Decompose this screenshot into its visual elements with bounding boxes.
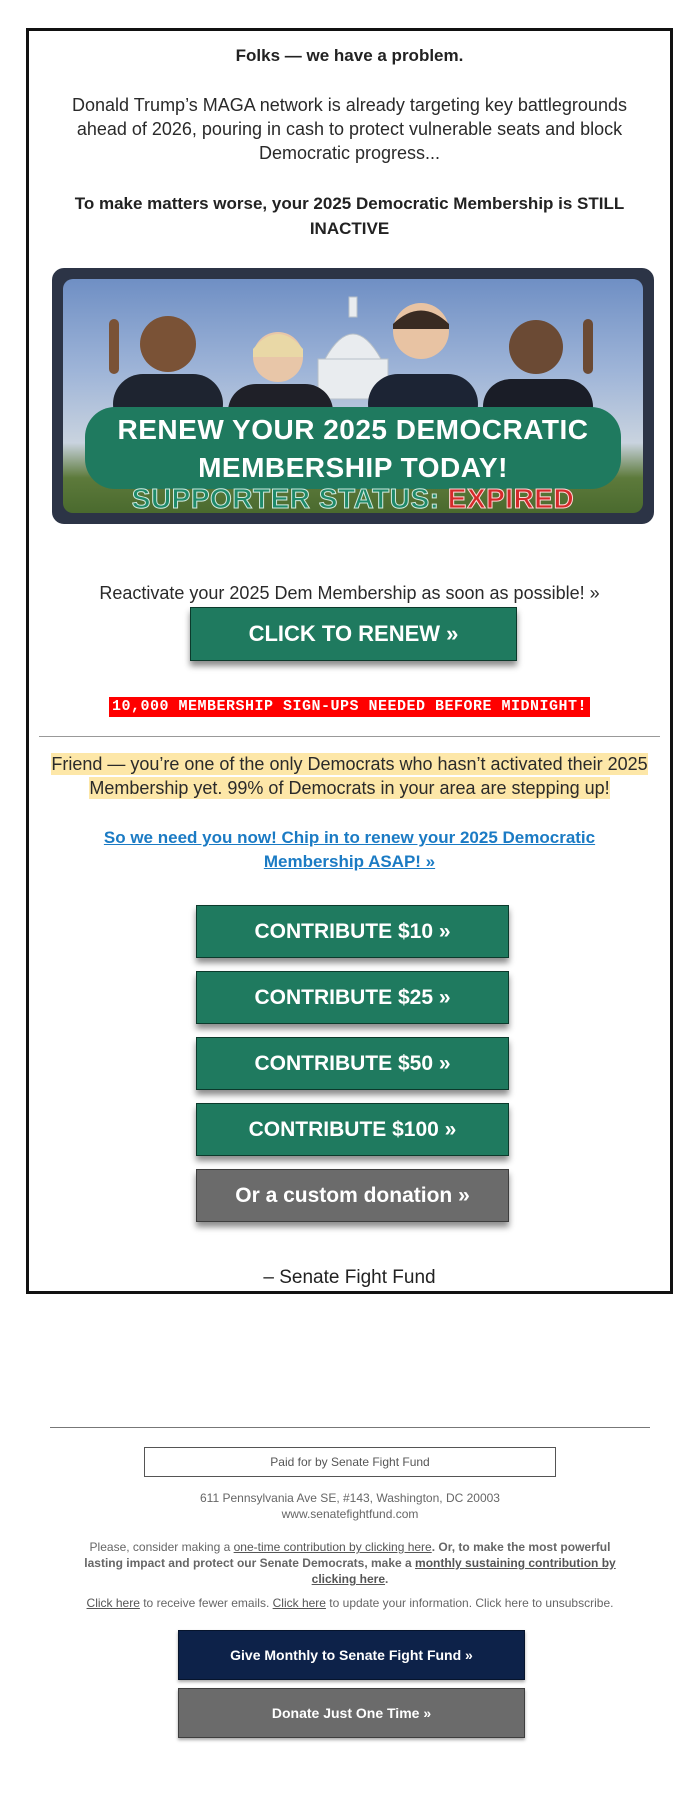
contribution-options-text [70, 1539, 630, 1587]
email-body-frame [26, 28, 673, 1294]
contribute-50-button[interactable]: CONTRIBUTE $50 » [196, 1037, 509, 1090]
update-info-link[interactable]: Click here [272, 1596, 326, 1610]
donate-one-time-button[interactable]: Donate Just One Time » [178, 1688, 525, 1738]
banner-photo [63, 279, 643, 513]
banner-title-line-2: MEMBERSHIP TODAY! [198, 452, 508, 483]
supporter-status-label: SUPPORTER STATUS: [131, 483, 440, 513]
urgent-notice: 10,000 MEMBERSHIP SIGN-UPS NEEDED BEFORE MIDNIGHT! [109, 697, 590, 717]
urgent-notice-wrap [29, 697, 670, 717]
consider-bold: . Or, to make the most powerful lasting impact and protect our Senate Democrats, make a [84, 1540, 611, 1570]
banner-title [85, 411, 621, 487]
footer-website: www.senatefightfund.com [281, 1507, 419, 1521]
consider-end: . [385, 1572, 389, 1586]
chip-in-link[interactable]: So we need you now! Chip in to renew your 2025 Democratic Membership ASAP! » [103, 828, 596, 871]
contribute-100-button[interactable]: CONTRIBUTE $100 » [196, 1103, 509, 1156]
monthly-contribution-link[interactable]: monthly sustaining contribution by clicking here [311, 1556, 616, 1586]
contribute-10-button[interactable]: CONTRIBUTE $10 » [196, 905, 509, 958]
one-time-contribution-link[interactable]: one-time contribution by clicking here [233, 1540, 432, 1554]
divider [39, 736, 660, 737]
supporter-status-value: EXPIRED [447, 483, 575, 513]
give-monthly-button[interactable]: Give Monthly to Senate Fight Fund » [178, 1630, 525, 1680]
footer-address: 611 Pennsylvania Ave SE, #143, Washington, DC 20003 [200, 1491, 500, 1505]
renew-button[interactable]: CLICK TO RENEW » [190, 607, 517, 661]
fewer-emails-link[interactable]: Click here [86, 1596, 140, 1610]
footer-address-block [0, 1490, 700, 1522]
update-info-text: to update your information. Click here to unsubscribe. [325, 1596, 614, 1610]
reactivate-text: Reactivate your 2025 Dem Membership as soon as possible! » [99, 583, 600, 603]
footer-divider [50, 1427, 650, 1428]
headline: Folks — we have a problem. [235, 46, 464, 65]
paid-for-disclaimer: Paid for by Senate Fight Fund [144, 1447, 556, 1477]
warning-paragraph: To make matters worse, your 2025 Democratic Membership is STILL INACTIVE [74, 194, 625, 238]
supporter-status [63, 484, 643, 513]
consider-prefix: Please, consider making a [89, 1540, 234, 1554]
membership-banner-image[interactable] [52, 268, 654, 524]
contribute-25-button[interactable]: CONTRIBUTE $25 » [196, 971, 509, 1024]
fewer-emails-text: to receive fewer emails. [139, 1596, 273, 1610]
banner-title-line-1: RENEW YOUR 2025 DEMOCRATIC [117, 414, 589, 445]
friend-highlight: Friend — you’re one of the only Democrats who hasn’t activated their 2025 Membership yet. 99% of Democrats in your area are stepping up! [51, 754, 648, 798]
custom-donation-button[interactable]: Or a custom donation » [196, 1169, 509, 1222]
intro-paragraph: Donald Trump’s MAGA network is already targeting key battlegrounds ahead of 2026, pouring in cash to protect vulnerable seats and block Democratic progress... [72, 95, 627, 163]
friend-paragraph [39, 752, 660, 800]
chip-in-paragraph [69, 826, 630, 874]
signature: – Senate Fight Fund [263, 1267, 436, 1288]
email-preferences-text [0, 1595, 700, 1611]
